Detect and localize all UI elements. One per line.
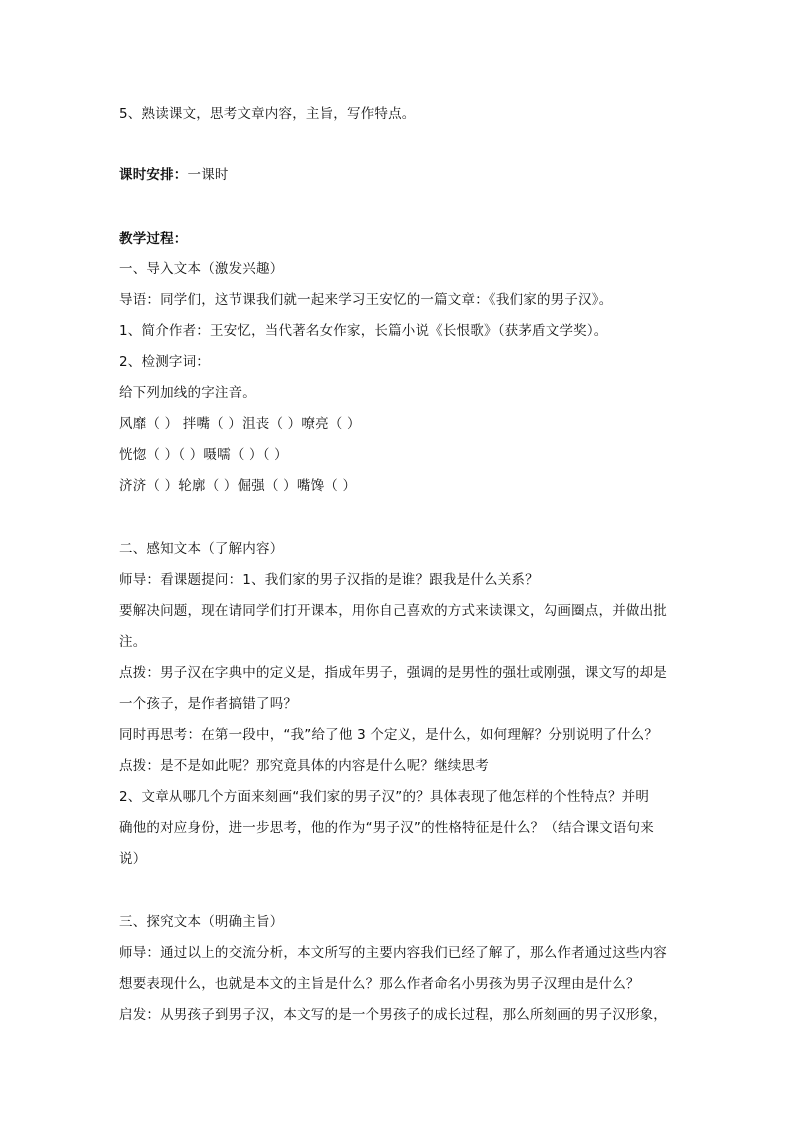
section-1-heading: 一、导入文本（激发兴趣） xyxy=(119,261,284,277)
word-check-instruction: 给下列加线的字注音。 xyxy=(119,385,256,401)
word-row-2: 恍惚（ ）（ ）嗫嚅（ ）（ ） xyxy=(119,447,288,463)
hint-line-2: 一个孩子，是作者搞错了吗？ xyxy=(119,696,298,712)
schedule-label: 课时安排： xyxy=(119,167,188,183)
reading-task-line-2: 注。 xyxy=(119,634,147,650)
question-2-line-1: 2、文章从哪几个方面来刻画“我们家的男子汉”的？具体表现了他怎样的个性特点？并明 xyxy=(119,789,650,805)
reading-task-line-1: 要解决问题，现在请同学们打开课本，用你自己喜欢的方式来读课文，勾画圈点，并做出批 xyxy=(119,603,667,619)
author-intro: 1、简介作者：王安忆，当代著名女作家，长篇小说《长恨歌》（获茅盾文学奖）。 xyxy=(119,323,608,339)
question-2-line-3: 说） xyxy=(119,851,147,867)
word-check-heading: 2、检测字词： xyxy=(119,354,210,370)
section-2-heading: 二、感知文本（了解内容） xyxy=(119,541,284,557)
hint-line-1: 点拨：男子汉在字典中的定义是，指成年男子，强调的是男性的强壮或刚强，课文写的却是 xyxy=(119,665,667,681)
guide-question: 师导：看课题提问：1、我们家的男子汉指的是谁？跟我是什么关系？ xyxy=(119,572,539,588)
study-goal-5: 5、熟读课文，思考文章内容，主旨，写作特点。 xyxy=(119,106,416,122)
think-question: 同时再思考：在第一段中，“我”给了他 3 个定义，是什么，如何理解？分别说明了什么？ xyxy=(119,727,659,743)
schedule-line xyxy=(119,165,679,185)
schedule-value: 一课时 xyxy=(187,167,229,183)
hint-continue: 点拨：是不是如此呢？那究竟具体的内容是什么呢？继续思考 xyxy=(119,758,489,774)
process-heading: 教学过程： xyxy=(119,231,188,247)
theme-guide-line-1: 师导：通过以上的交流分析，本文所写的主要内容我们已经了解了，那么作者通过这些内容 xyxy=(119,945,667,961)
word-row-1: 风靡（ ） 拌嘴（ ）沮丧（ ）嘹亮（ ） xyxy=(119,416,361,432)
word-row-3: 济济（ ）轮廓（ ）倔强（ ）嘴馋（ ） xyxy=(119,478,357,494)
question-2-line-2: 确他的对应身份，进一步思考，他的作为“男子汉”的性格特征是什么？（结合课文语句来 xyxy=(119,820,654,836)
section-3-heading: 三、探究文本（明确主旨） xyxy=(119,914,284,930)
inspiration-line: 启发：从男孩子到男子汉，本文写的是一个男孩子的成长过程，那么所刻画的男子汉形象， xyxy=(119,1007,667,1023)
intro-paragraph: 导语：同学们，这节课我们就一起来学习王安忆的一篇文章：《我们家的男子汉》。 xyxy=(119,292,613,308)
theme-guide-line-2: 想要表现什么，也就是本文的主旨是什么？那么作者命名小男孩为男子汉理由是什么？ xyxy=(119,976,640,992)
